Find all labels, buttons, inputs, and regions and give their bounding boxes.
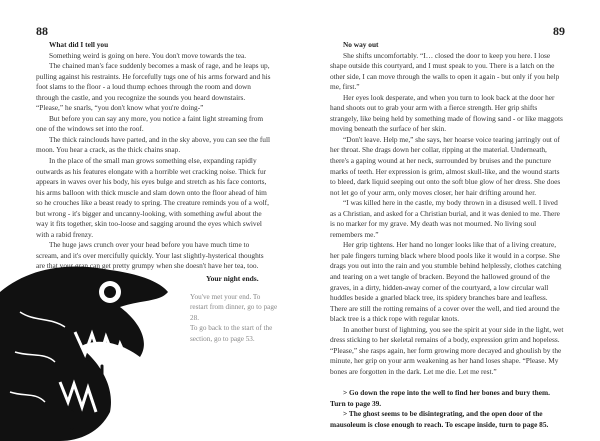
paragraph: The chained man's face suddenly becomes a mask of rage, and he leaps up, pulling against his restraints. He forcefully tugs one of his arms forward and his foot slams to the floor - a loud thump echoes through the room and down through the castle, and you recognize the sounds you heard downstairs. “Please,” he snarls, “you don't know what you're doing-” [36, 61, 271, 113]
paragraph: Something weird is going on here. You don't move towards the tea. [49, 50, 247, 60]
restart-instruction: You've met your end. To restart from dinner, go to page 28. [190, 293, 278, 322]
wolf-illustration [0, 262, 175, 441]
ending-title: Your night ends. [206, 274, 259, 283]
ending-instructions [190, 292, 280, 344]
paragraph: The huge jaws crunch over your head before you have much time to scream, and it's over mercifully quickly. Your last slightly-hysterical thoughts are that your gran can get pretty grumpy when she doesn't have her tea, too. [36, 240, 264, 271]
paragraph: “I was killed here in the castle, my body thrown in a disused well. I lived as a Christian, and asked for a Christian burial, and it was denied to me. There is no marker for my grave. My death was not mourned. No living soul remembers me.” [330, 198, 560, 239]
choice-go-down-well[interactable]: > Go down the rope into the well to find her bones and bury them. Turn to page 39. [330, 388, 550, 408]
paragraph: “Don't leave. Help me,” she says, her hoarse voice tearing jarringly out of her throat. She drags down her collar, ripping at the material. Underneath, there's a gaping wound at her neck, surrounded by bruises and the puncture marks of teeth. Her expression is grim, almost skull-like, and the wound starts to bleed, dark liquid seeping out onto the soft blue glow of her dress. She does not let go of your arm, only moves closer, her hair drifting around her. [330, 134, 561, 197]
choice-escape-mausoleum[interactable]: > The ghost seems to be disintegrating, and the open door of the mausoleum is close enough to reach. To escape inside, turn to page 85. [330, 409, 549, 429]
section-start-instruction: To go back to the start of the section, go to page 53. [190, 324, 273, 343]
section-heading: What did I tell you [49, 40, 109, 49]
section-heading: No way out [343, 40, 379, 49]
paragraph: But before you can say any more, you notice a faint light streaming from one of the windows set into the roof. [36, 113, 264, 134]
left-text-column [36, 40, 272, 272]
paragraph: Her grip tightens. Her hand no longer looks like that of a living creature, her pale fingers turning black where blood pools like it would in a corpse. She drags you out into the rain and you stumble behind helplessly, clothes catching and tearing on a wet tangle of bracken. Beyond the hallowed ground of the graves, in a dirty, hidden-away corner of the courtyard, a low circular wall huddles beside a gnarled black tree, its spidery branches bare and leafless. There are still the rotting remains of a cover over the well, and tied around the black tree is a thick rope with regular knots. [330, 240, 562, 324]
right-page [300, 0, 600, 441]
paragraph: In the place of the small man grows something else, expanding rapidly outwards as his features elongate with a horrible wet cracking noise. Thick fur appears in waves over his body, his eyes bulge and stretch as his face contorts, his arms balloon with thick muscle and slam down onto the floor ahead of him so he crouches like a beast ready to spring. The creature reminds you of a wolf, but wrong - it's bigger and uncanny-looking, with something awful about the way it fits together, skin too-loose and sagging around the eyes which swivel with a rabid frenzy. [36, 156, 269, 239]
paragraph: Her eyes look desperate, and when you turn to look back at the door her hand shoots out to grab your arm with a fierce strength. Her grip shifts strangely, like being held by something made of flowing sand - or like maggots moving beneath the surface of her skin. [330, 92, 563, 134]
paragraph: The thick rainclouds have parted, and in the sky above, you can see the full moon. You hear a crack, as the thick chains snap. [36, 134, 271, 155]
right-text-column [330, 40, 564, 430]
page-number: 89 [553, 24, 565, 38]
paragraph: In another burst of lightning, you see the spirit at your side in the light, wet dress sticking to her skeletal remains of a body, expression grim and hopeless. “Please,” she rasps again, her form growing more decayed and ghoulish by the minute, her grip on your arm weakening as her hand loses shape. “Please. My bones are forgotten in the dark. Let me die. Let me rest.” [330, 324, 564, 376]
paragraph: She shifts uncomfortably. “I… closed the door to keep you here. I lose shape outside this courtyard, and I must speak to you. There is a latch on the other side, I can move through the walls to open it again - but only if you help me, first.” [330, 50, 560, 92]
page-number: 88 [36, 24, 48, 38]
